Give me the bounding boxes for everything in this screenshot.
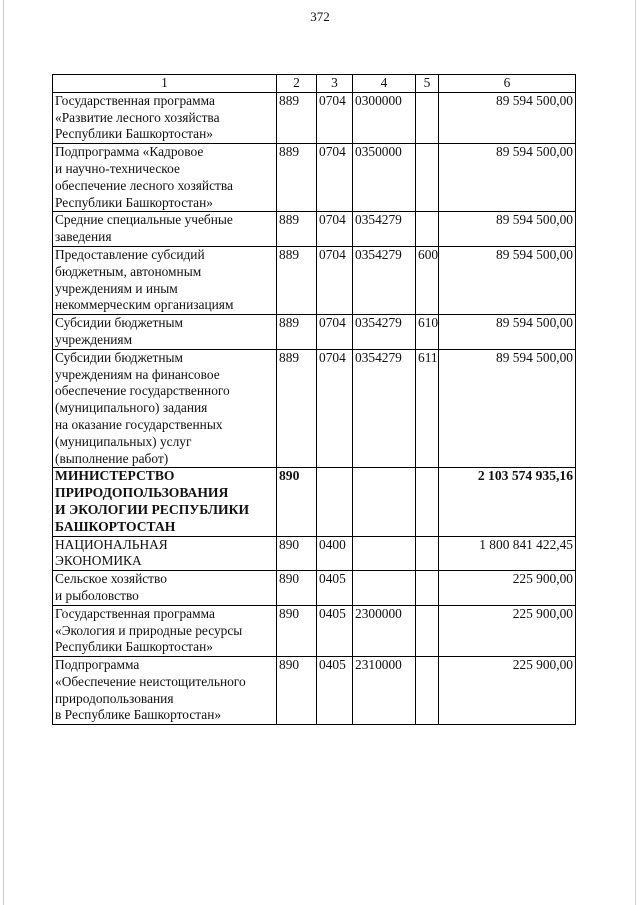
row-amount-cell: 225 900,00 <box>439 605 576 656</box>
table-row <box>53 315 576 350</box>
row-target-article-cell: 0354279 <box>353 349 416 468</box>
row-section-cell: 0405 <box>317 571 353 606</box>
row-name-cell: Сельское хозяйство и рыболовство <box>53 571 277 606</box>
row-code-2-cell: 890 <box>277 468 317 536</box>
row-amount-cell: 89 594 500,00 <box>439 92 576 143</box>
row-name-cell: Государственная программа «Экология и природные ресурсы Республики Башкортостан» <box>53 605 277 656</box>
budget-table <box>52 74 576 725</box>
column-header-3: 3 <box>317 75 353 93</box>
scan-edge-left <box>3 0 4 905</box>
row-section-cell: 0405 <box>317 657 353 725</box>
row-code-2-cell: 889 <box>277 92 317 143</box>
row-section-cell: 0405 <box>317 605 353 656</box>
row-name-cell: Субсидии бюджетным учреждениям на финансовое обеспечение государственного (муниципального) задания на оказание государственных (муниципальных) услуг (выполнение работ) <box>53 349 277 468</box>
row-name-cell: МИНИСТЕРСТВО ПРИРОДОПОЛЬЗОВАНИЯ И ЭКОЛОГИИ РЕСПУБЛИКИ БАШКОРТОСТАН <box>53 468 277 536</box>
row-name-cell: Субсидии бюджетным учреждениям <box>53 315 277 350</box>
row-section-cell: 0704 <box>317 246 353 314</box>
row-target-article-cell: 0350000 <box>353 144 416 212</box>
row-target-article-cell: 0354279 <box>353 315 416 350</box>
row-expense-type-cell: 600 <box>416 246 439 314</box>
page-number: 372 <box>310 9 330 24</box>
column-header-5: 5 <box>416 75 439 93</box>
row-amount-cell: 89 594 500,00 <box>439 349 576 468</box>
row-target-article-cell <box>353 536 416 571</box>
row-section-cell: 0400 <box>317 536 353 571</box>
table-row <box>53 536 576 571</box>
row-expense-type-cell <box>416 657 439 725</box>
row-target-article-cell: 0354279 <box>353 212 416 247</box>
row-amount-cell: 89 594 500,00 <box>439 315 576 350</box>
row-target-article-cell: 2310000 <box>353 657 416 725</box>
row-target-article-cell: 0300000 <box>353 92 416 143</box>
table-row <box>53 144 576 212</box>
table-body <box>53 92 576 724</box>
scan-edge-right <box>635 0 636 905</box>
row-amount-cell: 89 594 500,00 <box>439 144 576 212</box>
table-row <box>53 605 576 656</box>
row-section-cell: 0704 <box>317 212 353 247</box>
row-expense-type-cell <box>416 468 439 536</box>
row-target-article-cell <box>353 571 416 606</box>
row-section-cell: 0704 <box>317 349 353 468</box>
row-expense-type-cell: 610 <box>416 315 439 350</box>
row-code-2-cell: 889 <box>277 349 317 468</box>
row-amount-cell: 1 800 841 422,45 <box>439 536 576 571</box>
row-code-2-cell: 889 <box>277 144 317 212</box>
row-name-cell: НАЦИОНАЛЬНАЯ ЭКОНОМИКА <box>53 536 277 571</box>
row-expense-type-cell <box>416 605 439 656</box>
row-amount-cell: 89 594 500,00 <box>439 246 576 314</box>
table-row <box>53 246 576 314</box>
row-code-2-cell: 889 <box>277 246 317 314</box>
row-code-2-cell: 890 <box>277 571 317 606</box>
row-amount-cell: 89 594 500,00 <box>439 212 576 247</box>
row-target-article-cell <box>353 468 416 536</box>
row-expense-type-cell <box>416 144 439 212</box>
row-section-cell: 0704 <box>317 315 353 350</box>
row-name-cell: Предоставление субсидий бюджетным, автономным учреждениям и иным некоммерческим организациям <box>53 246 277 314</box>
row-amount-cell: 225 900,00 <box>439 571 576 606</box>
table-row <box>53 92 576 143</box>
row-amount-cell: 225 900,00 <box>439 657 576 725</box>
row-target-article-cell: 0354279 <box>353 246 416 314</box>
column-header-6: 6 <box>439 75 576 93</box>
row-name-cell: Государственная программа «Развитие лесного хозяйства Республики Башкортостан» <box>53 92 277 143</box>
table-row <box>53 571 576 606</box>
row-amount-cell: 2 103 574 935,16 <box>439 468 576 536</box>
row-code-2-cell: 890 <box>277 536 317 571</box>
row-section-cell: 0704 <box>317 92 353 143</box>
table-row <box>53 212 576 247</box>
table-row <box>53 349 576 468</box>
row-code-2-cell: 889 <box>277 315 317 350</box>
table-header-row <box>53 75 576 93</box>
row-expense-type-cell <box>416 536 439 571</box>
row-name-cell: Подпрограмма «Обеспечение неистощительного природопользования в Республике Башкортостан» <box>53 657 277 725</box>
row-expense-type-cell <box>416 212 439 247</box>
table-row <box>53 657 576 725</box>
row-expense-type-cell <box>416 92 439 143</box>
row-section-cell <box>317 468 353 536</box>
row-target-article-cell: 2300000 <box>353 605 416 656</box>
row-expense-type-cell: 611 <box>416 349 439 468</box>
row-code-2-cell: 890 <box>277 605 317 656</box>
row-code-2-cell: 889 <box>277 212 317 247</box>
row-code-2-cell: 890 <box>277 657 317 725</box>
column-header-2: 2 <box>277 75 317 93</box>
column-header-1: 1 <box>53 75 277 93</box>
row-name-cell: Средние специальные учебные заведения <box>53 212 277 247</box>
table-row <box>53 468 576 536</box>
row-name-cell: Подпрограмма «Кадровое и научно-техническое обеспечение лесного хозяйства Республики Башкортостан» <box>53 144 277 212</box>
column-header-4: 4 <box>353 75 416 93</box>
row-section-cell: 0704 <box>317 144 353 212</box>
row-expense-type-cell <box>416 571 439 606</box>
